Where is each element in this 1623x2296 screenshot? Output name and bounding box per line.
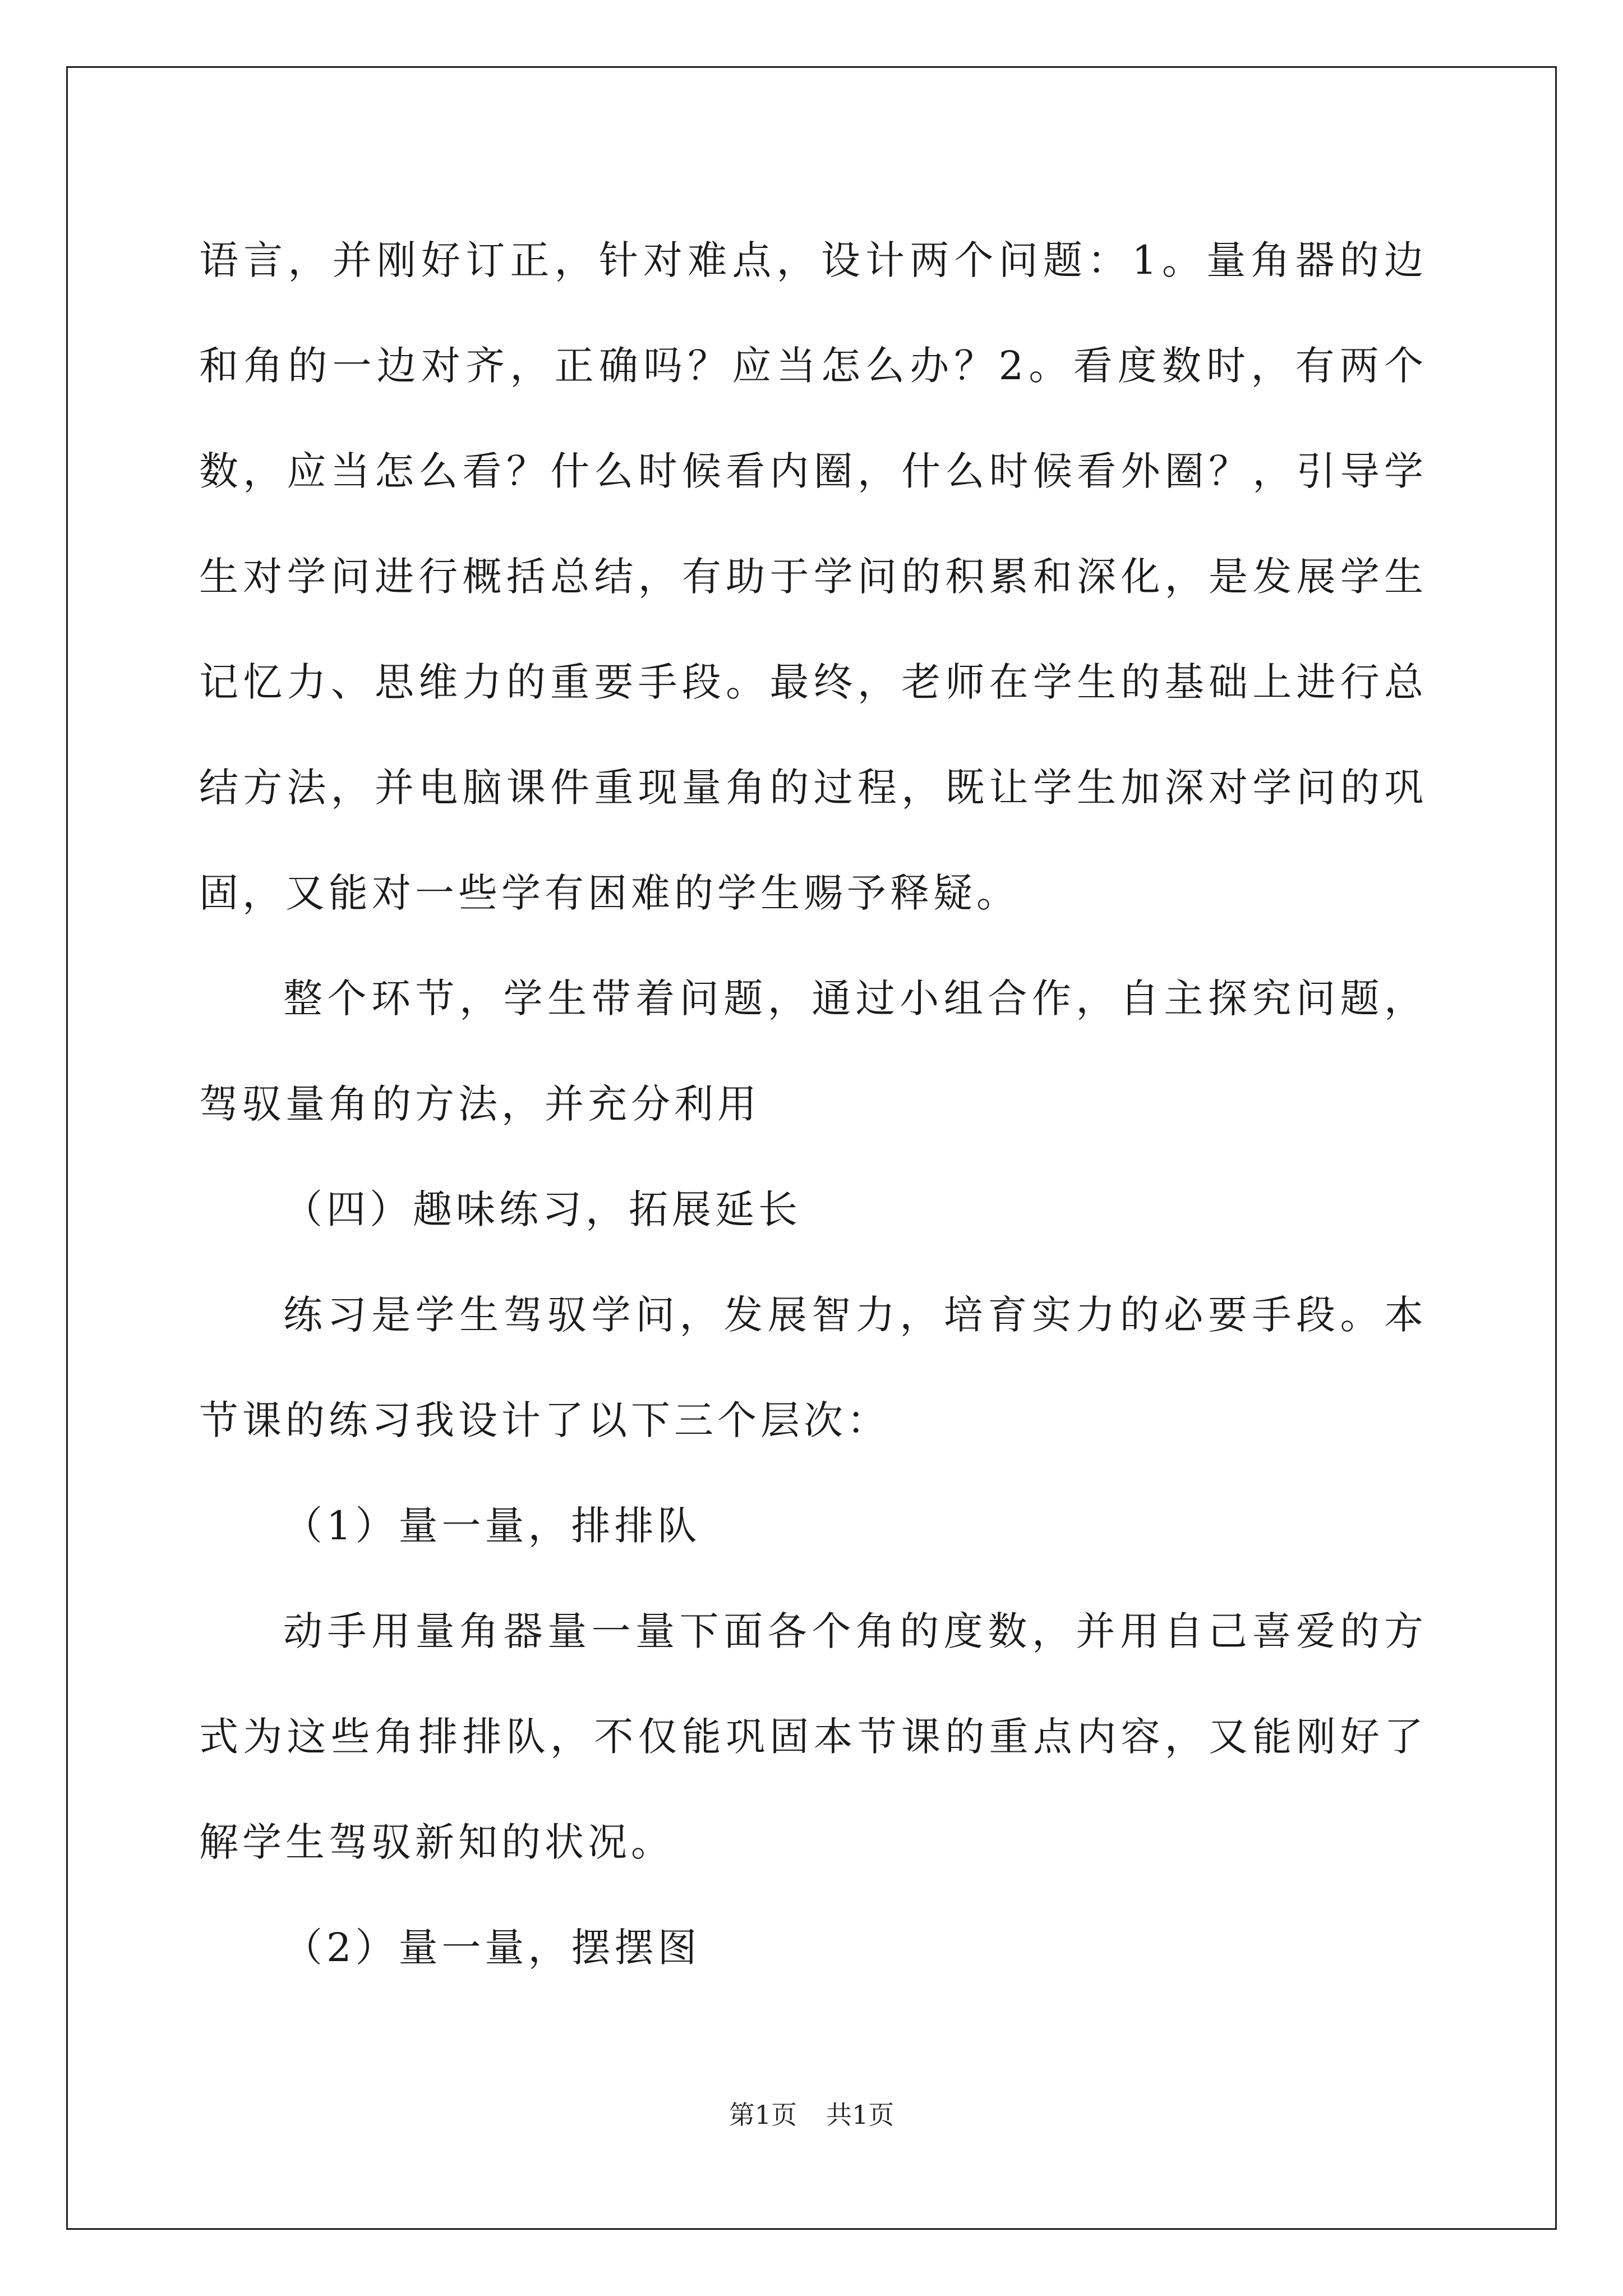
paragraph-summary: 整个环节，学生带着问题，通过小组合作，自主探究问题，驾驭量角的方法，并充分利用 bbox=[199, 976, 1427, 1127]
subheading-level-1: （1）量一量，排排队 bbox=[283, 1503, 701, 1549]
paragraph-practice-intro: 练习是学生驾驭学问，发展智力，培育实力的必要手段。本节课的练习我设计了以下三个层次： bbox=[199, 1292, 1427, 1443]
page-total: 共1页 bbox=[826, 2100, 895, 2130]
paragraph-continuation: 语言，并刚好订正，针对难点，设计两个问题：1。量角器的边和角的一边对齐，正确吗？应当怎么办？2。看度数时，有两个数，应当怎么看？什么时候看内圈，什么时候看外圈？，引导学生对学问进行概括总结，有助于学问的积累和深化，是发展学生记忆力、思维力的重要手段。最终，老师在学生的基础上进行总结方法，并电脑课件重现量角的过程，既让学生加深对学问的巩固，又能对一些学有困难的学生赐予释疑。 bbox=[199, 237, 1427, 916]
page-footer bbox=[0, 2098, 1623, 2132]
paragraph-level-1: 动手用量角器量一量下面各个角的度数，并用自己喜爱的方式为这些角排排队，不仅能巩固本节课的重点内容，又能刚好了解学生驾驭新知的状况。 bbox=[199, 1608, 1427, 1865]
document-body bbox=[199, 208, 1427, 2000]
section-heading-practice: （四）趣味练习，拓展延长 bbox=[283, 1186, 801, 1232]
page-number: 第1页 bbox=[728, 2100, 797, 2130]
subheading-level-2: （2）量一量，摆摆图 bbox=[283, 1925, 701, 1971]
